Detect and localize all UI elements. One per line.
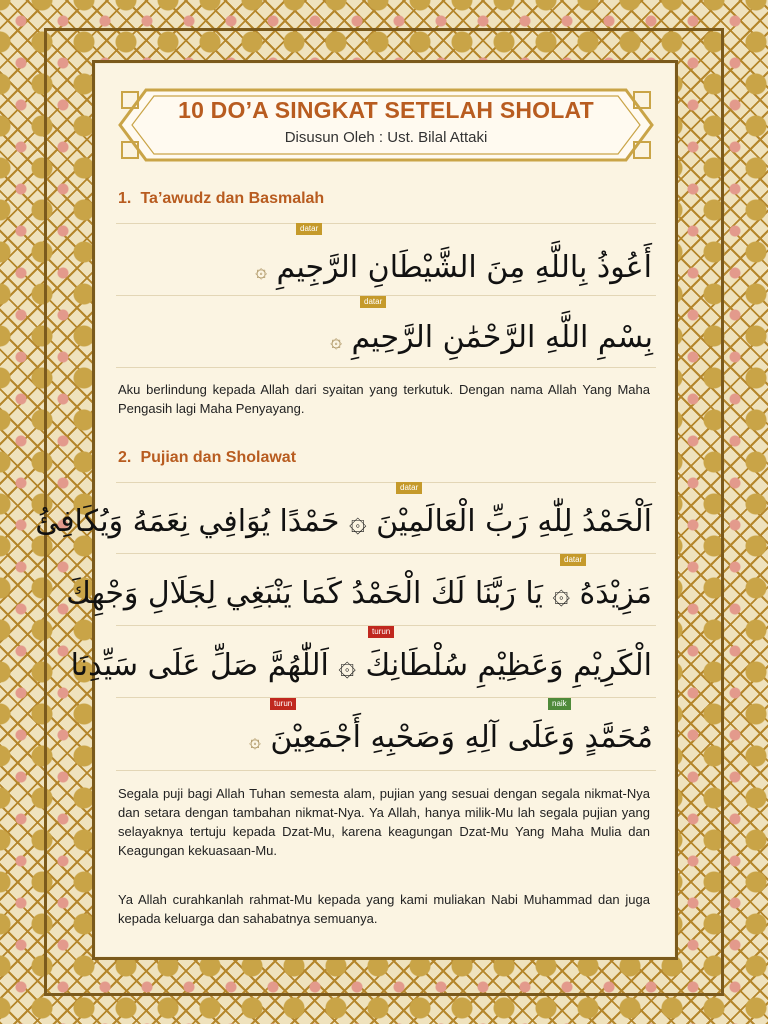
translation-paragraph: Aku berlindung kepada Allah dari syaitan yang terkutuk. Dengan nama Allah Yang Maha Pengasih lagi Maha Penyayang.	[118, 382, 650, 416]
section-heading	[118, 449, 296, 467]
arabic-text: مُحَمَّدٍ وَعَلَى آلِهِ وَصَحْبِهِ أَجْمَعِيْنَ	[270, 720, 653, 755]
section-title: Ta’awudz dan Basmalah	[140, 190, 325, 207]
tone-tag: turun	[368, 626, 394, 638]
page-subtitle: Disusun Oleh : Ust. Bilal Attaki	[284, 129, 488, 146]
arabic-line	[120, 250, 652, 285]
translation-paragraph: Segala puji bagi Allah Tuhan semesta alam, pujian yang sesuai dengan segala nikmat-Nya dan setara dengan tambahan nikmat-Nya. Ya Allah, hanya milik-Mu lah segala pujian yang selayaknya tertuju kepada Dzat-Mu, karena keagungan Dzat-Mu Yang Maha Mulia dan Keagungan kekuasaan-Mu.	[118, 786, 650, 858]
tone-tag: datar	[360, 296, 386, 308]
section-number: 2.	[118, 449, 132, 466]
arabic-text: أَعُوذُ بِاللَّهِ مِنَ الشَّيْطَانِ الرَّجِيمِ	[276, 250, 652, 285]
arabic-line	[249, 720, 653, 755]
arabic-line	[35, 504, 652, 539]
tone-tag: turun	[270, 698, 296, 710]
arabic-line	[70, 648, 652, 683]
divider	[116, 697, 656, 698]
translation-paragraph: Ya Allah curahkanlah rahmat-Mu kepada yang kami muliakan Nabi Muhammad dan juga kepada keluarga dan sahabatnya semuanya.	[118, 892, 650, 926]
ornamental-star-icon: ۞	[249, 728, 261, 752]
divider	[116, 770, 656, 771]
arabic-text: الْكَرِيْمِ وَعَظِيْمِ سُلْطَانِكَ ۞ اَللّٰهُمَّ صَلِّ عَلَى سَيِّدِنَا	[70, 648, 652, 683]
divider	[116, 482, 656, 483]
arabic-text: مَزِيْدَهُ ۞ يَا رَبَّنَا لَكَ الْحَمْدُ كَمَا يَنْبَغِي لِجَلَالِ وَجْهِكَ	[66, 576, 652, 611]
divider	[116, 223, 656, 224]
arabic-text: بِسْمِ اللَّهِ الرَّحْمَٰنِ الرَّحِيمِ	[351, 320, 653, 355]
page-title: 10 DO’A SINGKAT SETELAH SHOLAT	[178, 97, 594, 123]
arabic-line	[330, 320, 653, 355]
section-number: 1.	[118, 190, 132, 207]
ornamental-star-icon: ۞	[330, 328, 342, 352]
divider	[116, 367, 656, 368]
section-heading	[118, 190, 324, 208]
tone-tag: datar	[296, 223, 322, 235]
section-title: Pujian dan Sholawat	[140, 449, 297, 466]
tone-tag: datar	[560, 554, 586, 566]
tone-tag: naik	[548, 698, 571, 710]
title-cartouche	[116, 86, 656, 164]
ornamental-star-icon: ۞	[255, 258, 267, 282]
page-content	[35, 64, 674, 956]
tone-tag: datar	[396, 482, 422, 494]
arabic-text: اَلْحَمْدُ لِلّٰهِ رَبِّ الْعَالَمِيْنَ ۞ حَمْدًا يُوَافِي نِعَمَهُ وَيُكَافِئُ	[35, 504, 652, 539]
arabic-line	[66, 576, 652, 611]
